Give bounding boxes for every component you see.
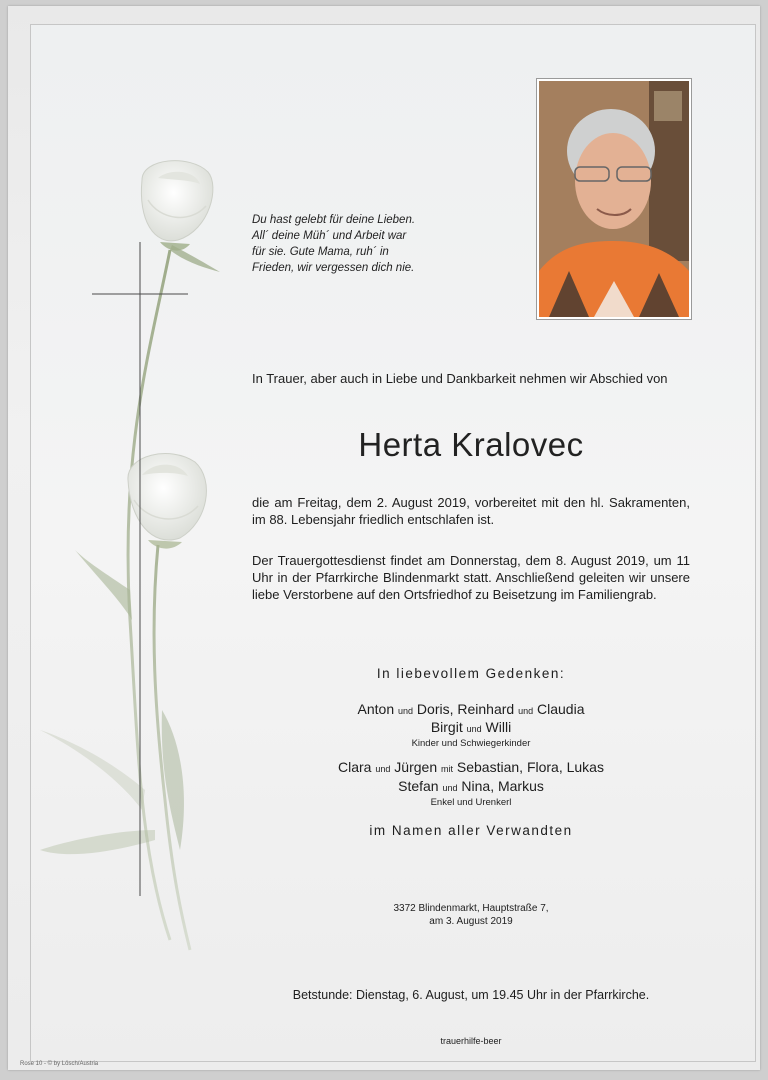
family-line xyxy=(252,718,690,739)
brand-footer: trauerhilfe-beer xyxy=(440,1036,502,1046)
family-names: Sebastian, Flora, Lukas xyxy=(456,759,604,775)
address-line: 3372 Blindenmarkt, Hauptstraße 7, xyxy=(393,903,549,914)
portrait-photo xyxy=(536,78,692,320)
prayer-hour-notice: Betstunde: Dienstag, 6. August, um 19.45 Uhr in der Pfarrkirche. xyxy=(292,988,650,1002)
poem-line: Du hast gelebt für deine Lieben. xyxy=(252,214,416,226)
relatives-line: im Namen aller Verwandten xyxy=(369,823,573,838)
family-conjunction: mit xyxy=(441,764,453,774)
family-conjunction: und xyxy=(466,724,482,734)
family-names: Willi xyxy=(485,719,512,735)
family-names: Stefan xyxy=(398,778,439,794)
deceased-name: Herta Kralovec xyxy=(358,426,584,463)
address-date: am 3. August 2019 xyxy=(429,916,513,927)
family-conjunction: und xyxy=(518,706,534,716)
family-names: Nina, Markus xyxy=(461,778,544,794)
family-line xyxy=(252,777,690,798)
family-conjunction: und xyxy=(442,783,458,793)
family-names: Anton xyxy=(357,701,395,717)
intro-text: In Trauer, aber auch in Liebe und Dankbarkeit nehmen wir Abschied von xyxy=(252,371,668,386)
poem-line: All´ deine Müh´ und Arbeit war xyxy=(252,230,407,242)
family-line xyxy=(252,758,690,779)
funeral-service-paragraph: Der Trauergottesdienst findet am Donnerstag, dem 8. August 2019, um 11 Uhr in der Pfarrkirche Blindenmarkt statt. Anschließend geleiten wir unsere liebe Verstorbene auf den Ortsfriedhof zu Beisetzung im Familiengrab. xyxy=(252,553,690,602)
image-credit: Rose 10 - © by Lösch/Austria xyxy=(20,1061,99,1067)
family-caption: Enkel und Urenkerl xyxy=(430,797,512,808)
family-conjunction: und xyxy=(375,764,391,774)
family-caption: Kinder und Schwiegerkinder xyxy=(411,738,531,749)
family-conjunction: und xyxy=(398,706,414,716)
poem-line: Frieden, wir vergessen dich nie. xyxy=(252,262,415,274)
death-notice-paragraph: die am Freitag, dem 2. August 2019, vorbereitet mit den hl. Sakramenten, im 88. Lebensjahr friedlich entschlafen ist. xyxy=(252,495,690,527)
family-names: Jürgen xyxy=(394,759,438,775)
poem-line: für sie. Gute Mama, ruh´ in xyxy=(252,246,389,258)
gedenken-heading: In liebevollem Gedenken: xyxy=(376,666,566,681)
family-names: Birgit xyxy=(430,719,463,735)
family-names: Clara xyxy=(338,759,372,775)
white-roses-cross-illustration xyxy=(30,150,270,970)
family-names: Doris, Reinhard xyxy=(416,701,515,717)
memorial-poem xyxy=(252,212,452,276)
address-block xyxy=(252,902,690,928)
family-names: Claudia xyxy=(537,701,585,717)
